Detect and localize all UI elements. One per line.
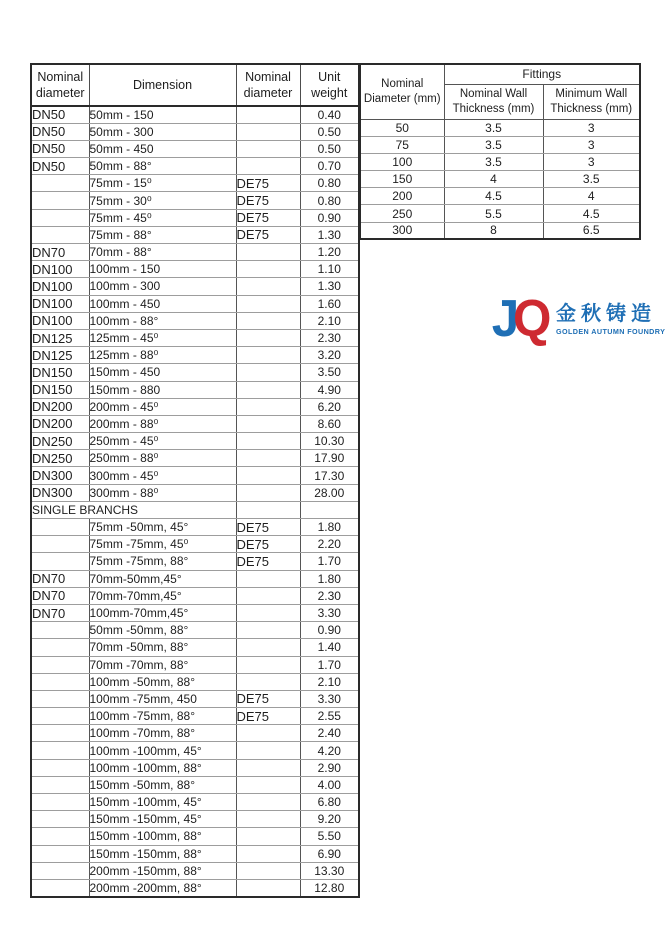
fittings-row [360,171,640,188]
dimension-cell: 50mm - 450 [89,140,236,157]
de-diameter-cell [236,570,300,587]
header-nominal-diameter-2: Nominal diameter [236,64,300,106]
dimension-cell: 70mm-50mm,45° [89,570,236,587]
table-row [31,244,359,261]
header-nominal-wall-thickness: Nominal Wall Thickness (mm) [444,85,543,120]
dimension-cell: 100mm - 450 [89,295,236,312]
dimension-cell: 150mm - 450 [89,364,236,381]
fitting-diameter-cell: 250 [360,205,444,222]
dn-diameter-cell: DN300 [31,467,89,484]
dn-diameter-cell [31,536,89,553]
nominal-wall-thickness-cell: 5.5 [444,205,543,222]
unit-weight-cell: 8.60 [300,415,359,432]
company-logo [491,290,666,351]
table-row [31,123,359,140]
fittings-row [360,188,640,205]
dimension-cell: 250mm - 45⁰ [89,433,236,450]
dn-diameter-cell [31,828,89,845]
dn-diameter-cell [31,742,89,759]
table-row [31,519,359,536]
de-diameter-cell: DE75 [236,192,300,209]
dimension-cell: 70mm -50mm, 88° [89,639,236,656]
dimension-cell: 50mm - 300 [89,123,236,140]
dimension-cell: 75mm -75mm, 88° [89,553,236,570]
dimension-cell: 100mm -75mm, 450 [89,690,236,707]
de-diameter-cell [236,622,300,639]
dimension-cell: 200mm -200mm, 88° [89,879,236,896]
dn-diameter-cell: DN250 [31,433,89,450]
dn-diameter-cell: DN50 [31,140,89,157]
dn-diameter-cell: DN150 [31,381,89,398]
dimension-cell: 150mm -150mm, 45° [89,811,236,828]
dn-diameter-cell [31,708,89,725]
dn-diameter-cell [31,553,89,570]
unit-weight-cell: 28.00 [300,484,359,501]
de-diameter-cell [236,845,300,862]
fitting-diameter-cell: 150 [360,171,444,188]
unit-weight-cell: 0.70 [300,158,359,175]
nominal-wall-thickness-cell: 4.5 [444,188,543,205]
nominal-wall-thickness-cell: 3.5 [444,154,543,171]
de-diameter-cell: DE75 [236,690,300,707]
table-row [31,106,359,123]
table-row [31,484,359,501]
dimension-cell: 125mm - 88⁰ [89,347,236,364]
unit-weight-cell: 6.20 [300,398,359,415]
table-row [31,295,359,312]
dn-diameter-cell: DN100 [31,278,89,295]
dn-diameter-cell [31,209,89,226]
de-diameter-cell [236,415,300,432]
unit-weight-cell: 10.30 [300,433,359,450]
de-diameter-cell: DE75 [236,708,300,725]
table-row [31,742,359,759]
unit-weight-cell: 1.80 [300,570,359,587]
dimension-cell: 70mm-70mm,45° [89,587,236,604]
dimension-cell: 75mm -75mm, 45⁰ [89,536,236,553]
de-diameter-cell [236,725,300,742]
dn-diameter-cell: DN70 [31,244,89,261]
fitting-diameter-cell: 100 [360,154,444,171]
unit-weight-cell: 0.90 [300,209,359,226]
header-minimum-wall-thickness: Minimum Wall Thickness (mm) [543,85,640,120]
de-diameter-cell: DE75 [236,226,300,243]
dn-diameter-cell: DN70 [31,587,89,604]
dimension-cell: 70mm -70mm, 88° [89,656,236,673]
nominal-wall-thickness-cell: 8 [444,222,543,239]
table-row [31,879,359,896]
dimension-cell: 300mm - 88⁰ [89,484,236,501]
de-diameter-cell [236,106,300,123]
table-row [31,828,359,845]
main-table-header-row [31,64,359,106]
dn-diameter-cell [31,192,89,209]
unit-weight-cell: 17.30 [300,467,359,484]
fittings-table-body [360,120,640,240]
table-row [31,467,359,484]
fitting-diameter-cell: 200 [360,188,444,205]
table-row [31,639,359,656]
de-diameter-cell [236,140,300,157]
dn-diameter-cell: DN250 [31,450,89,467]
de-diameter-cell [236,467,300,484]
unit-weight-cell: 2.30 [300,587,359,604]
dimension-cell: 100mm -100mm, 88° [89,759,236,776]
dimension-cell: 125mm - 45⁰ [89,329,236,346]
unit-weight-cell: 6.90 [300,845,359,862]
logo-chinese-name: 金秋铸造 [556,303,656,325]
table-row [31,776,359,793]
table-row [31,708,359,725]
unit-weight-cell: 0.80 [300,192,359,209]
unit-weight-cell: 2.90 [300,759,359,776]
dn-diameter-cell [31,175,89,192]
unit-weight-cell: 1.30 [300,226,359,243]
dn-diameter-cell: DN125 [31,329,89,346]
dimension-cell: 100mm -70mm, 88° [89,725,236,742]
dn-diameter-cell [31,690,89,707]
dn-diameter-cell: DN300 [31,484,89,501]
dn-diameter-cell: DN125 [31,347,89,364]
de-diameter-cell [236,381,300,398]
unit-weight-cell: 0.40 [300,106,359,123]
de-diameter-cell [236,604,300,621]
unit-weight-cell: 3.30 [300,690,359,707]
nominal-wall-thickness-cell: 3.5 [444,137,543,154]
logo-jq-mark [491,290,555,351]
de-diameter-cell: DE75 [236,175,300,192]
table-row [31,811,359,828]
unit-weight-cell: 1.20 [300,244,359,261]
unit-weight-cell: 1.40 [300,639,359,656]
de-diameter-cell [236,673,300,690]
dimension-cell: 150mm -50mm, 88° [89,776,236,793]
unit-weight-cell: 1.30 [300,278,359,295]
de-diameter-cell [236,261,300,278]
dimension-cell: 75mm - 30⁰ [89,192,236,209]
table-row [31,587,359,604]
dimension-cell: 250mm - 88⁰ [89,450,236,467]
table-row [31,415,359,432]
logo-english-name: GOLDEN AUTUMN FOUNDRY [556,327,666,336]
table-row [31,226,359,243]
unit-weight-cell: 1.70 [300,656,359,673]
dn-diameter-cell [31,759,89,776]
fitting-diameter-cell: 75 [360,137,444,154]
dimension-cell: 75mm - 15⁰ [89,175,236,192]
de-diameter-cell [236,123,300,140]
de-diameter-cell [236,879,300,896]
de-diameter-cell [236,364,300,381]
de-diameter-cell [236,244,300,261]
dn-diameter-cell: DN200 [31,415,89,432]
dimension-cell: 75mm - 88° [89,226,236,243]
dn-diameter-cell: DN100 [31,295,89,312]
nominal-wall-thickness-cell: 3.5 [444,120,543,137]
nominal-wall-thickness-cell: 4 [444,171,543,188]
dimension-cell: 100mm - 88° [89,312,236,329]
dimension-cell: 100mm -100mm, 45° [89,742,236,759]
fittings-wall-thickness-table [359,63,641,240]
section-row [31,501,359,518]
de-diameter-cell [236,828,300,845]
unit-weight-cell: 4.20 [300,742,359,759]
de-diameter-cell [236,347,300,364]
header-unit-weight: Unit weight [300,64,359,106]
dn-diameter-cell: DN150 [31,364,89,381]
unit-weight-cell: 17.90 [300,450,359,467]
de-diameter-cell [236,278,300,295]
table-row [31,433,359,450]
dimension-cell: 50mm - 88° [89,158,236,175]
de-diameter-cell [236,862,300,879]
table-row [31,158,359,175]
unit-weight-cell: 12.80 [300,879,359,896]
dn-diameter-cell [31,879,89,896]
table-row [31,845,359,862]
fitting-diameter-cell: 300 [360,222,444,239]
table-row [31,570,359,587]
dimension-cell: 100mm-70mm,45° [89,604,236,621]
unit-weight-cell: 1.60 [300,295,359,312]
dimension-cell: 100mm -50mm, 88° [89,673,236,690]
dimension-cell: 100mm -75mm, 88° [89,708,236,725]
de-diameter-cell: DE75 [236,553,300,570]
de-diameter-cell: DE75 [236,519,300,536]
dimension-cell: 70mm - 88° [89,244,236,261]
unit-weight-cell: 0.80 [300,175,359,192]
fittings-title-row [360,64,640,85]
dn-diameter-cell: DN70 [31,570,89,587]
dn-diameter-cell [31,622,89,639]
dn-diameter-cell [31,639,89,656]
dn-diameter-cell [31,862,89,879]
table-row [31,725,359,742]
table-row [31,192,359,209]
unit-weight-cell: 3.50 [300,364,359,381]
unit-weight-cell [300,501,359,518]
unit-weight-cell: 1.10 [300,261,359,278]
minimum-wall-thickness-cell: 4.5 [543,205,640,222]
table-row [31,364,359,381]
dimension-cell: 200mm - 45⁰ [89,398,236,415]
dn-diameter-cell [31,656,89,673]
header-fittings-nominal-diameter: Nominal Diameter (mm) [360,64,444,120]
unit-weight-cell: 2.10 [300,312,359,329]
fitting-diameter-cell: 50 [360,120,444,137]
minimum-wall-thickness-cell: 3.5 [543,171,640,188]
fittings-row [360,120,640,137]
table-row [31,347,359,364]
header-dimension: Dimension [89,64,236,106]
minimum-wall-thickness-cell: 3 [543,137,640,154]
dn-diameter-cell: DN70 [31,604,89,621]
dimension-cell: 200mm -150mm, 88° [89,862,236,879]
table-row [31,656,359,673]
dn-diameter-cell [31,519,89,536]
dn-diameter-cell [31,794,89,811]
unit-weight-cell: 3.30 [300,604,359,621]
dimension-cell: 75mm - 45⁰ [89,209,236,226]
table-row [31,140,359,157]
unit-weight-cell: 2.30 [300,329,359,346]
dimension-cell: 150mm - 880 [89,381,236,398]
unit-weight-cell: 2.55 [300,708,359,725]
de-diameter-cell [236,158,300,175]
minimum-wall-thickness-cell: 6.5 [543,222,640,239]
table-row [31,398,359,415]
de-diameter-cell [236,587,300,604]
dimension-cell: 150mm -150mm, 88° [89,845,236,862]
table-row [31,794,359,811]
dimensions-weight-table [30,63,360,898]
unit-weight-cell: 13.30 [300,862,359,879]
dn-diameter-cell: DN100 [31,312,89,329]
de-diameter-cell [236,484,300,501]
dimension-cell: 100mm - 300 [89,278,236,295]
de-diameter-cell [236,501,300,518]
minimum-wall-thickness-cell: 3 [543,120,640,137]
table-row [31,690,359,707]
unit-weight-cell: 4.90 [300,381,359,398]
header-nominal-diameter-1: Nominal diameter [31,64,89,106]
logo-text-block [556,295,665,336]
dn-diameter-cell: DN50 [31,123,89,140]
dimension-cell: 300mm - 45⁰ [89,467,236,484]
de-diameter-cell [236,656,300,673]
de-diameter-cell [236,398,300,415]
de-diameter-cell [236,329,300,346]
table-row [31,553,359,570]
dimension-cell: 150mm -100mm, 45° [89,794,236,811]
table-row [31,209,359,226]
dn-diameter-cell: DN100 [31,261,89,278]
dimension-cell: 100mm - 150 [89,261,236,278]
dn-diameter-cell [31,811,89,828]
de-diameter-cell [236,811,300,828]
section-label-cell: SINGLE BRANCHS [31,501,236,518]
dn-diameter-cell [31,725,89,742]
de-diameter-cell [236,312,300,329]
de-diameter-cell [236,433,300,450]
table-row [31,536,359,553]
unit-weight-cell: 0.50 [300,123,359,140]
unit-weight-cell: 2.20 [300,536,359,553]
table-row [31,261,359,278]
table-row [31,381,359,398]
de-diameter-cell [236,759,300,776]
dimension-cell: 150mm -100mm, 88° [89,828,236,845]
table-row [31,329,359,346]
de-diameter-cell [236,794,300,811]
unit-weight-cell: 0.50 [300,140,359,157]
unit-weight-cell: 2.10 [300,673,359,690]
table-row [31,175,359,192]
minimum-wall-thickness-cell: 4 [543,188,640,205]
table-row [31,759,359,776]
dn-diameter-cell: DN200 [31,398,89,415]
unit-weight-cell: 5.50 [300,828,359,845]
table-row [31,278,359,295]
unit-weight-cell: 9.20 [300,811,359,828]
minimum-wall-thickness-cell: 3 [543,154,640,171]
header-fittings-title: Fittings [444,64,640,85]
dimension-cell: 50mm - 150 [89,106,236,123]
dn-diameter-cell [31,673,89,690]
de-diameter-cell [236,776,300,793]
unit-weight-cell: 3.20 [300,347,359,364]
table-row [31,604,359,621]
de-diameter-cell: DE75 [236,536,300,553]
fittings-row [360,205,640,222]
unit-weight-cell: 6.80 [300,794,359,811]
table-row [31,622,359,639]
table-row [31,673,359,690]
fittings-row [360,222,640,239]
dimension-cell: 75mm -50mm, 45° [89,519,236,536]
unit-weight-cell: 4.00 [300,776,359,793]
de-diameter-cell [236,295,300,312]
dn-diameter-cell [31,845,89,862]
dimension-cell: 50mm -50mm, 88° [89,622,236,639]
dimension-cell: 200mm - 88⁰ [89,415,236,432]
de-diameter-cell [236,742,300,759]
table-row [31,450,359,467]
table-row [31,312,359,329]
dn-diameter-cell: DN50 [31,158,89,175]
unit-weight-cell: 0.90 [300,622,359,639]
de-diameter-cell [236,450,300,467]
main-table-body [31,106,359,897]
logo-letter-q: Q [513,290,552,348]
fittings-row [360,137,640,154]
dn-diameter-cell [31,776,89,793]
table-row [31,862,359,879]
unit-weight-cell: 1.70 [300,553,359,570]
logo-letter-j: J [491,290,520,348]
de-diameter-cell [236,639,300,656]
unit-weight-cell: 1.80 [300,519,359,536]
fittings-row [360,154,640,171]
dn-diameter-cell: DN50 [31,106,89,123]
unit-weight-cell: 2.40 [300,725,359,742]
dn-diameter-cell [31,226,89,243]
de-diameter-cell: DE75 [236,209,300,226]
